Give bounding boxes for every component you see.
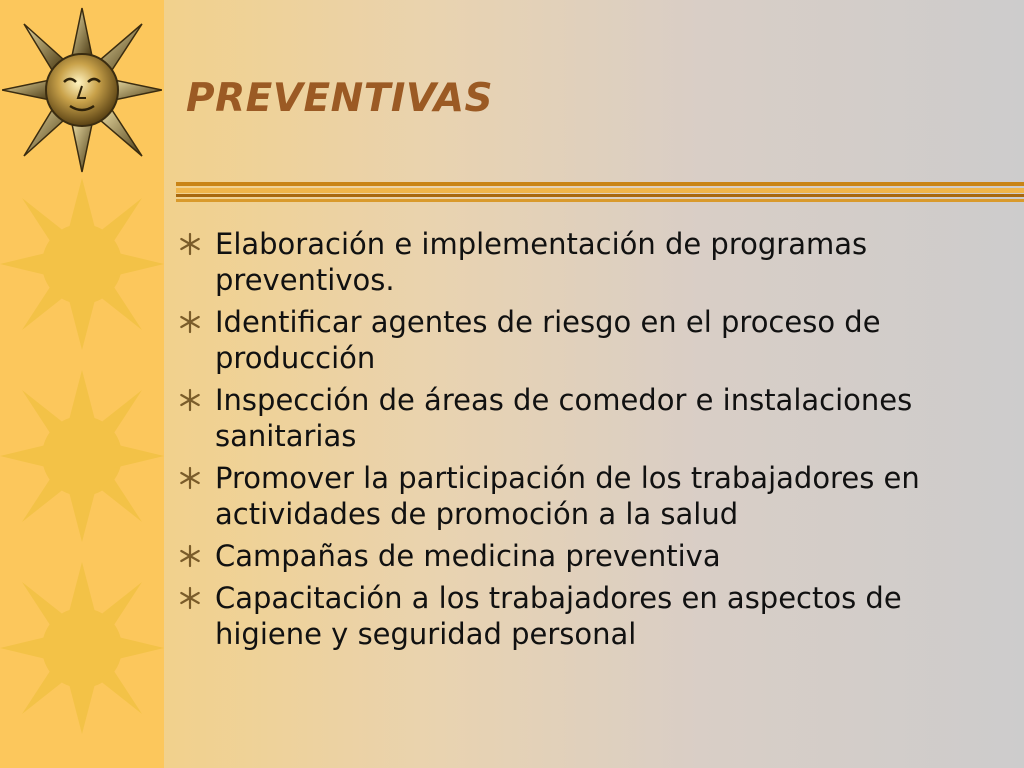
six-point-star-icon [178,232,202,256]
yellow-sun-icon [0,176,164,352]
bullet-text: Identificar agentes de riesgo en el proceso de producción [215,305,881,375]
bullet-text: Elaboración e implementación de programas preventivos. [215,227,868,297]
six-point-star-icon [178,310,202,334]
bullet-text: Inspección de áreas de comedor e instalaciones sanitarias [215,383,913,453]
bullet-text: Capacitación a los trabajadores en aspectos de higiene y seguridad personal [215,581,902,651]
six-point-star-icon [178,586,202,610]
six-point-star-icon [178,544,202,568]
yellow-sun-icon [0,368,164,544]
side-decoration-strip [0,0,164,768]
bullet-text: Promover la participación de los trabajadores en actividades de promoción a la salud [215,461,920,531]
list-item [178,580,1008,652]
six-point-star-icon [178,466,202,490]
bullet-text: Campañas de medicina preventiva [215,539,721,573]
metallic-sun-face-icon [2,6,162,174]
bullet-list [178,226,1008,658]
list-item [178,382,1008,454]
slide-title: PREVENTIVAS [186,76,494,121]
list-item [178,538,1008,574]
list-item [178,304,1008,376]
yellow-sun-icon [0,560,164,736]
list-item [178,460,1008,532]
six-point-star-icon [178,388,202,412]
title-divider-rule [176,180,1024,206]
list-item [178,226,1008,298]
